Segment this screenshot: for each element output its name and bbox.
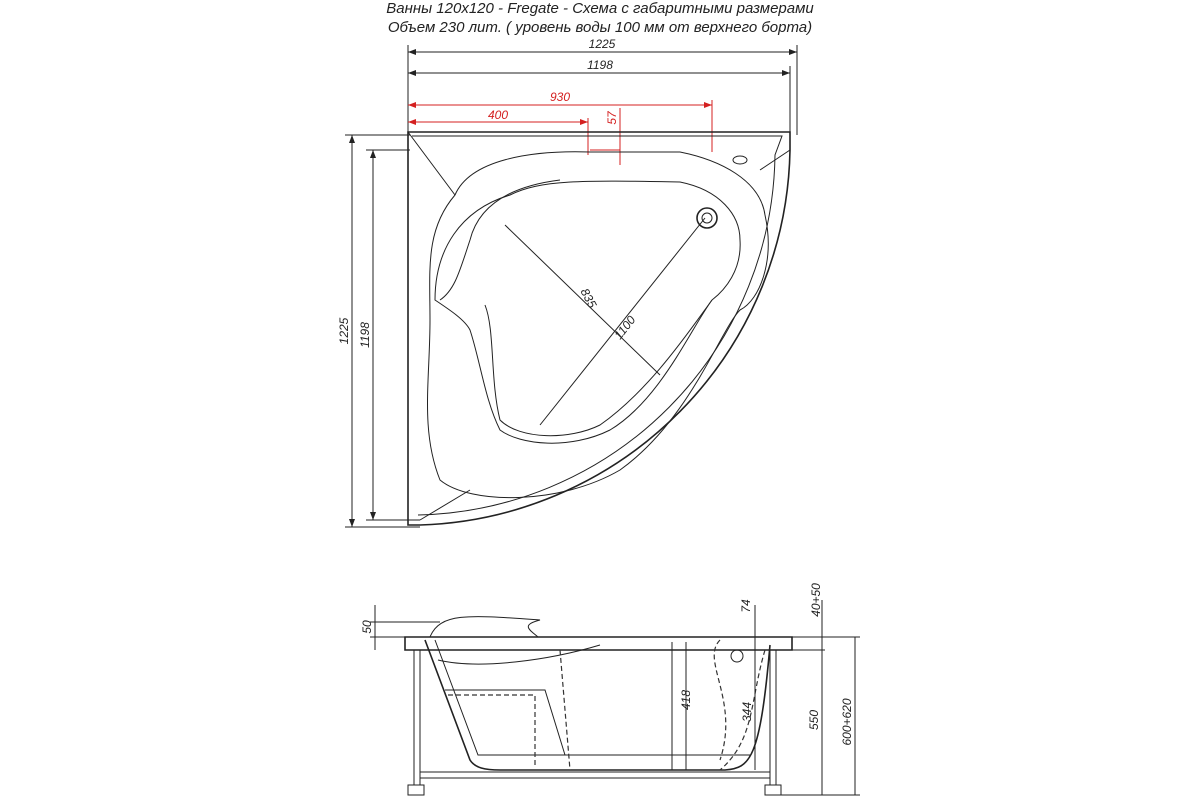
dim-1225-height: 1225	[337, 317, 351, 345]
dim-1100: 1100	[611, 313, 639, 343]
dim-1225-width: 1225	[588, 37, 616, 51]
dim-344: 344	[740, 701, 754, 723]
dim-74: 74	[739, 599, 753, 613]
drawing-title: Ванны 120x120 - Fregate - Схема с габаритными размерами	[386, 0, 814, 17]
dim-418: 418	[679, 689, 693, 711]
dim-835: 835	[577, 285, 600, 311]
dim-40-50: 40+50	[809, 583, 823, 617]
dim-400: 400	[487, 108, 509, 122]
dim-550: 550	[807, 709, 821, 731]
dim-57: 57	[605, 111, 619, 125]
dim-50-headrest: 50	[360, 620, 374, 634]
dim-1198-width: 1198	[587, 58, 613, 72]
top-view	[337, 37, 797, 527]
dim-930: 930	[549, 90, 571, 104]
side-view	[360, 583, 860, 795]
dim-600-620: 600+620	[840, 698, 854, 746]
dim-1198-height: 1198	[358, 322, 372, 348]
drawing-subtitle: Объем 230 лит. ( уровень воды 100 мм от верхнего борта)	[387, 19, 813, 36]
